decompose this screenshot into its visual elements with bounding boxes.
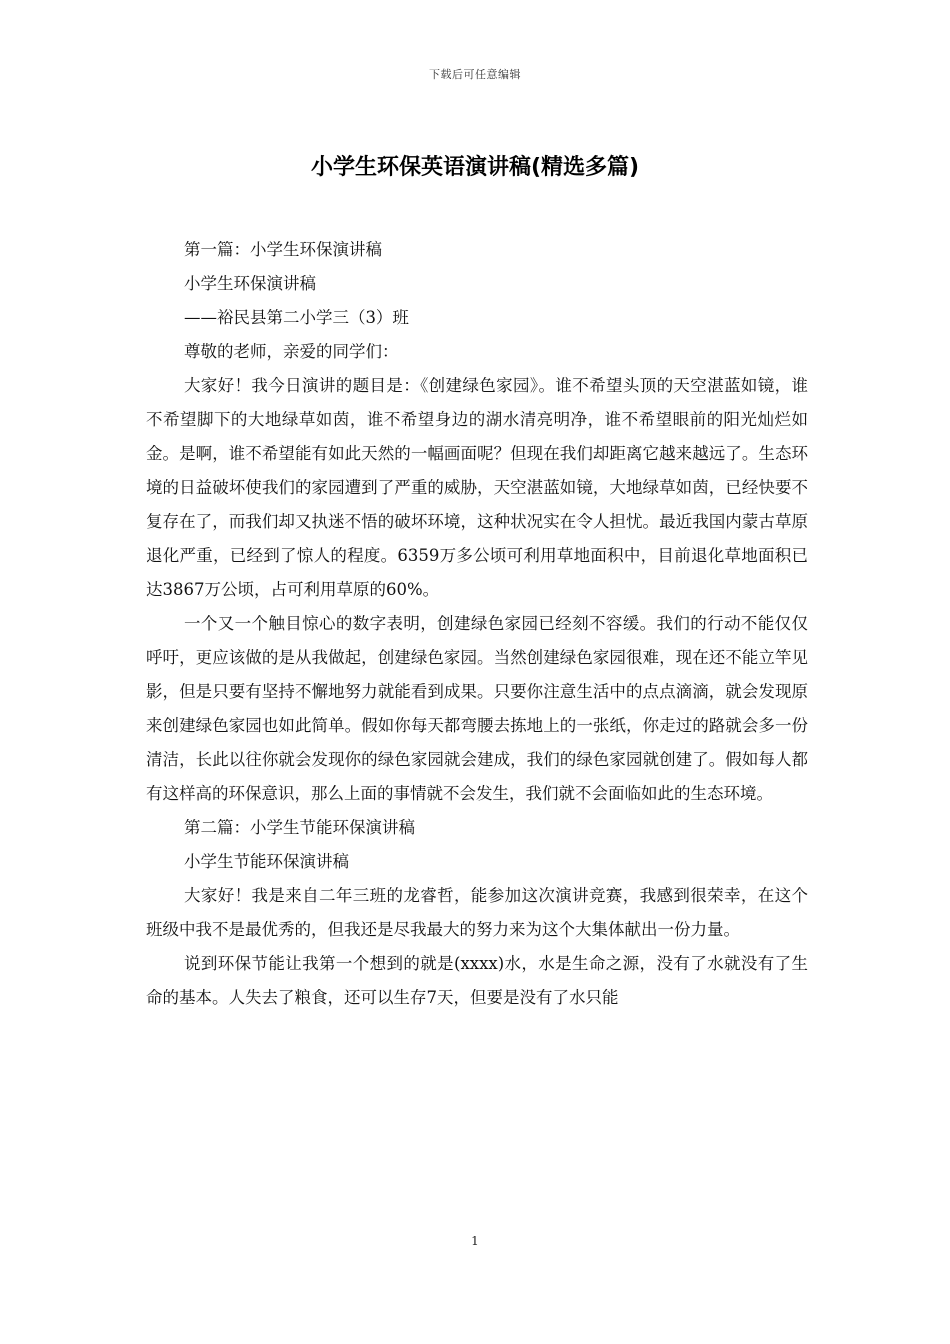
paragraph-speech-title: 小学生节能环保演讲稿 bbox=[183, 852, 349, 871]
paragraph-body: 一个又一个触目惊心的数字表明，创建绿色家园已经刻不容缓。我们的行动不能仅仅呼吁，更应该做的是从我做起，创建绿色家园。当然创建绿色家园很难，现在还不能立竿见影，但是只要有坚持不懈地努力就能看到成果。只要你注意生活中的点点滴滴，就会发现原来创建绿色家园也如此简单。假如你每天都弯腰去拣地上的一张纸，你走过的路就会多一份清洁，长此以往你就会发现你的绿色家园就会建成，我们的绿色家园就创建了。假如每人都有这样高的环保意识，那么上面的事情就不会发生，我们就不会面临如此的生态环境。 bbox=[146, 614, 808, 803]
paragraph-author-line: ——裕民县第二小学三（3）班 bbox=[183, 308, 409, 327]
document-title: 小学生环保英语演讲稿(精选多篇) bbox=[310, 155, 640, 180]
paragraph-speech-title: 小学生环保演讲稿 bbox=[183, 274, 316, 293]
header-note: 下载后可任意编辑 bbox=[429, 68, 521, 81]
paragraph-salutation: 尊敬的老师，亲爱的同学们： bbox=[183, 342, 399, 361]
paragraph-body: 说到环保节能让我第一个想到的就是(xxxx)水，水是生命之源，没有了水就没有了生命的基本。人失去了粮食，还可以生存7天，但要是没有了水只能 bbox=[146, 954, 808, 1007]
paragraph-section-heading: 第一篇：小学生环保演讲稿 bbox=[183, 240, 382, 259]
paragraph-body: 大家好！我今日演讲的题目是：《创建绿色家园》。谁不希望头顶的天空湛蓝如镜，谁不希望脚下的大地绿草如茵，谁不希望身边的湖水清亮明净，谁不希望眼前的阳光灿烂如金。是啊，谁不希望能有如此天然的一幅画面呢？但现在我们却距离它越来越远了。生态环境的日益破坏使我们的家园遭到了严重的威胁，天空湛蓝如镜，大地绿草如茵，已经快要不复存在了，而我们却又执迷不悟的破坏环境，这种状况实在令人担忧。最近我国内蒙古草原退化严重，已经到了惊人的程度。6359万多公顷可利用草地面积中，目前退化草地面积已达3867万公顷，占可利用草原的60%。 bbox=[146, 376, 808, 599]
paragraph-section-heading: 第二篇：小学生节能环保演讲稿 bbox=[183, 818, 415, 837]
document-body bbox=[146, 233, 808, 1015]
page-number: 1 bbox=[471, 1234, 479, 1248]
paragraph-body: 大家好！我是来自二年三班的龙睿哲，能参加这次演讲竞赛，我感到很荣幸，在这个班级中我不是最优秀的，但我还是尽我最大的努力来为这个大集体献出一份力量。 bbox=[146, 886, 808, 939]
